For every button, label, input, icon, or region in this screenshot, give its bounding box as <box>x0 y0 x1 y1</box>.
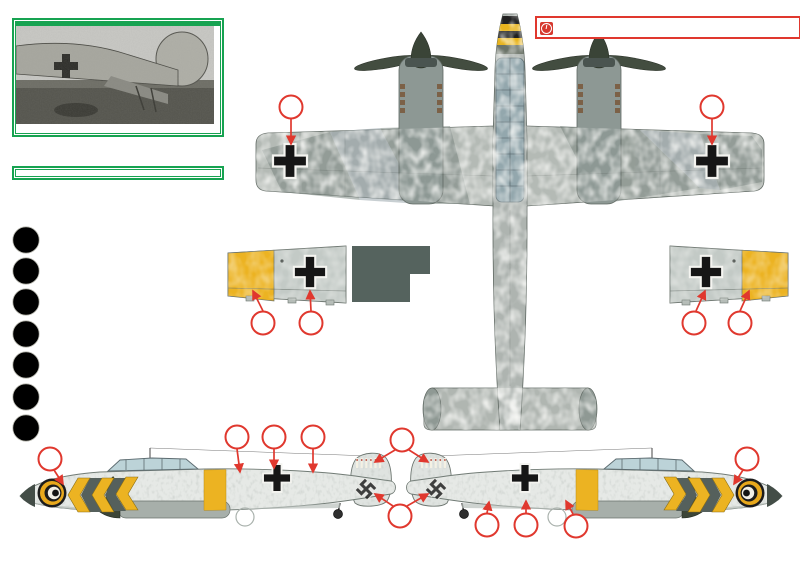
callout-circle <box>682 311 707 336</box>
callout-circle <box>279 95 304 120</box>
callout-circle <box>262 425 287 450</box>
callout-circle <box>225 425 250 450</box>
paint-row <box>12 412 222 443</box>
paint-chip <box>12 288 40 316</box>
callout-circle <box>390 428 415 453</box>
tail-swastika-icon <box>427 480 445 498</box>
victory-strip-top <box>352 246 430 274</box>
wing-underside-left <box>228 246 346 305</box>
callout-circle <box>299 311 324 336</box>
paint-chip <box>12 414 40 442</box>
callout-circle <box>475 513 500 538</box>
callout-circle <box>514 513 539 538</box>
wing-underside-right <box>670 246 788 305</box>
paint-chip <box>12 320 40 348</box>
paint-row <box>12 255 222 286</box>
tail-swastika-icon <box>357 480 375 498</box>
info-icon: i <box>540 22 553 35</box>
paint-chip <box>12 257 40 285</box>
paint-row <box>12 350 222 381</box>
references-box <box>12 166 224 180</box>
callout-circle <box>728 311 753 336</box>
victory-strip-bottom <box>352 274 410 302</box>
photo-box <box>12 18 224 137</box>
callout-circle <box>251 311 276 336</box>
callout-circle <box>388 504 413 529</box>
paint-chip <box>12 351 40 379</box>
callout-circle <box>38 447 63 472</box>
callout-circle <box>564 514 589 539</box>
photo-image <box>16 26 214 124</box>
paint-chip <box>12 226 40 254</box>
warning-box <box>535 16 800 39</box>
plan-view <box>256 14 764 430</box>
callout-circle <box>700 95 725 120</box>
yellow-fuselage-band <box>204 470 226 511</box>
paint-chip <box>12 383 40 411</box>
profile-right <box>407 448 783 526</box>
photo-caption <box>16 129 220 133</box>
paint-row <box>12 381 222 412</box>
callout-circle <box>301 425 326 450</box>
product-info <box>120 547 128 556</box>
profile-left <box>20 448 396 526</box>
paint-row <box>12 318 222 349</box>
paint-row <box>12 224 222 255</box>
wasp-nose-art <box>20 477 138 512</box>
callout-circle <box>735 447 760 472</box>
paint-legend <box>12 224 222 444</box>
paint-row <box>12 287 222 318</box>
